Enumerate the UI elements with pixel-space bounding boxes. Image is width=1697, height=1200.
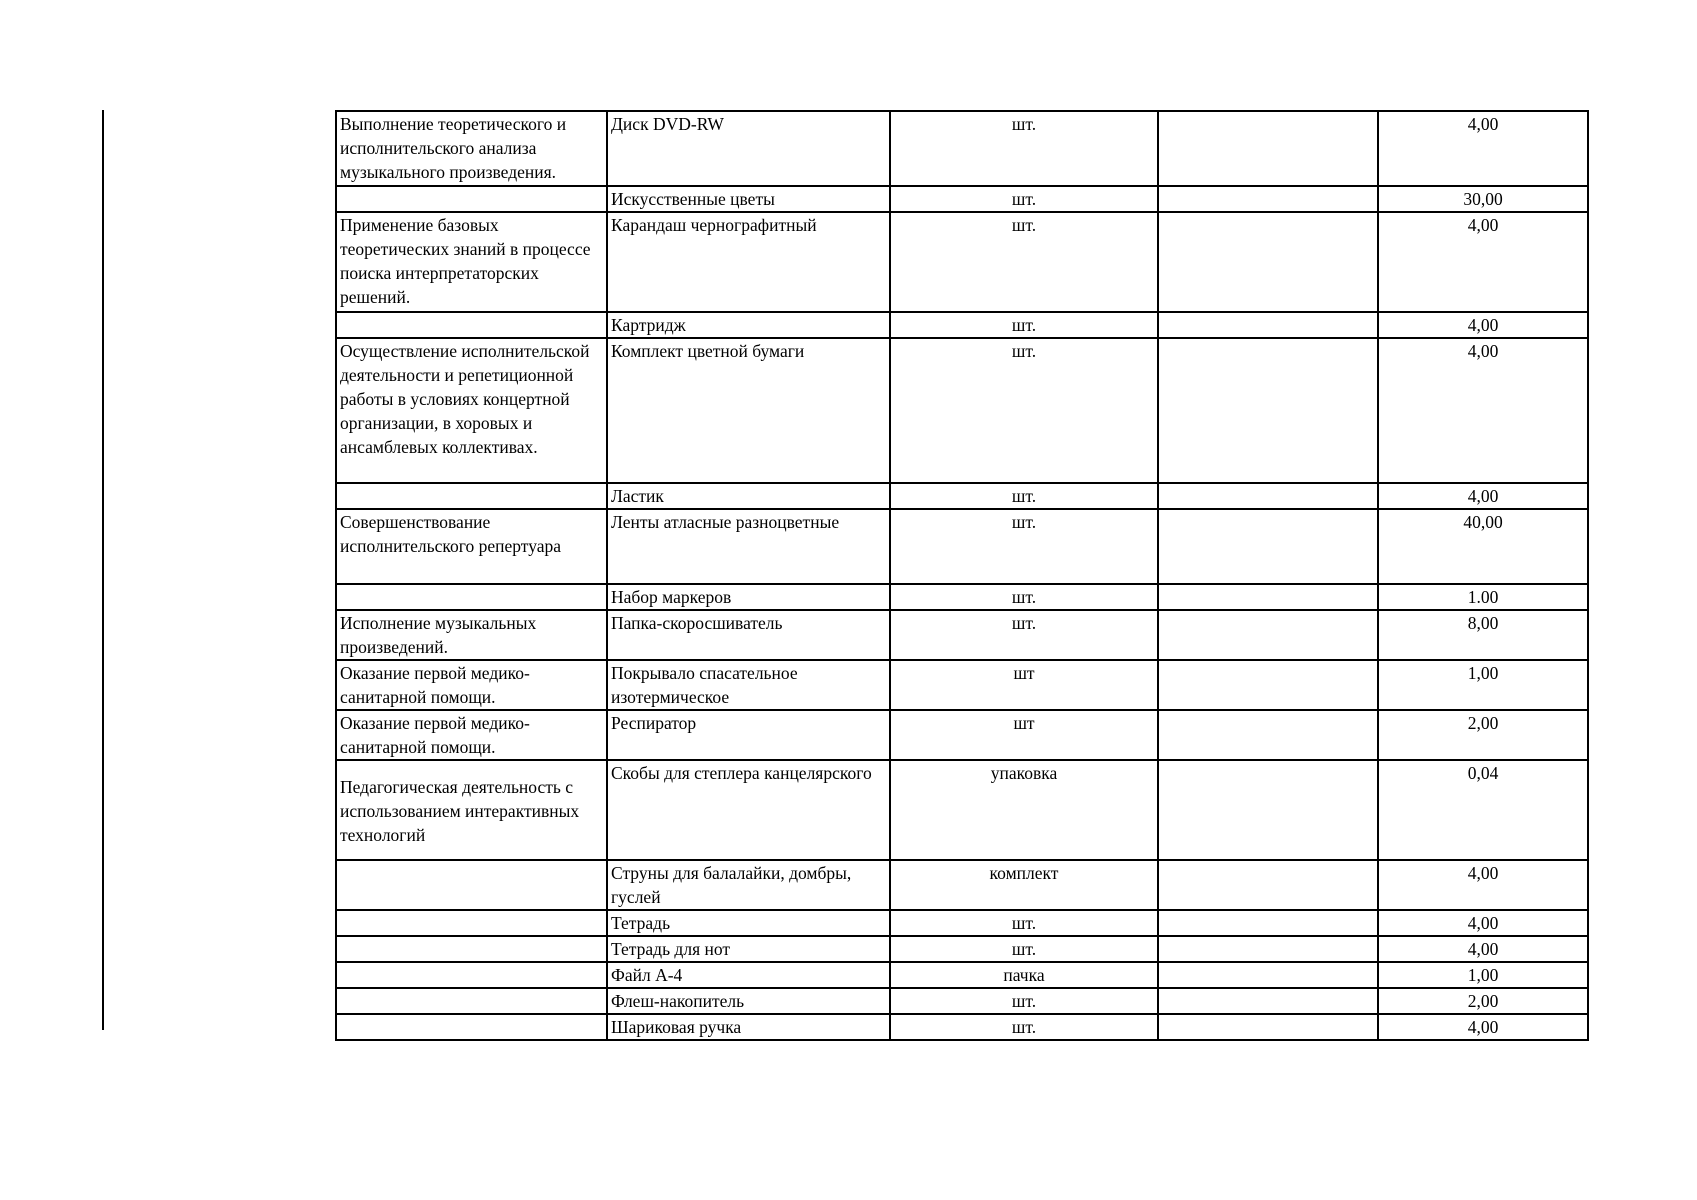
- empty-cell: [1158, 910, 1378, 936]
- quantity-cell: 30,00: [1378, 186, 1588, 212]
- item-cell: Тетрадь для нот: [607, 936, 890, 962]
- table-row: [336, 509, 1588, 584]
- activity-cell: Исполнение музыкальных произведений.: [336, 610, 607, 660]
- activity-cell: Применение базовых теоретических знаний в процессе поиска интерпретаторских решений.: [336, 212, 607, 312]
- empty-cell: [1158, 710, 1378, 760]
- item-cell: Искусственные цветы: [607, 186, 890, 212]
- quantity-cell: 1,00: [1378, 962, 1588, 988]
- empty-cell: [1158, 962, 1378, 988]
- unit-cell: шт.: [890, 212, 1158, 312]
- empty-cell: [1158, 338, 1378, 483]
- item-cell: Файл А-4: [607, 962, 890, 988]
- unit-cell: шт: [890, 710, 1158, 760]
- empty-cell: [1158, 584, 1378, 610]
- table-row: [336, 610, 1588, 660]
- activity-cell: [336, 483, 607, 509]
- item-cell: Карандаш чернографитный: [607, 212, 890, 312]
- item-cell: Папка-скоросшиватель: [607, 610, 890, 660]
- table-row: [336, 312, 1588, 338]
- quantity-cell: 40,00: [1378, 509, 1588, 584]
- unit-cell: шт.: [890, 483, 1158, 509]
- activity-cell: Педагогическая деятельность с использованием интерактивных технологий: [336, 760, 607, 860]
- empty-cell: [1158, 312, 1378, 338]
- unit-cell: шт.: [890, 509, 1158, 584]
- empty-cell: [1158, 111, 1378, 186]
- empty-cell: [1158, 860, 1378, 910]
- activity-cell: Оказание первой медико-санитарной помощи.: [336, 660, 607, 710]
- item-cell: Картридж: [607, 312, 890, 338]
- empty-cell: [1158, 1014, 1378, 1040]
- quantity-cell: 8,00: [1378, 610, 1588, 660]
- item-cell: Тетрадь: [607, 910, 890, 936]
- empty-cell: [1158, 483, 1378, 509]
- table-row: [336, 860, 1588, 910]
- empty-cell: [1158, 212, 1378, 312]
- item-cell: Респиратор: [607, 710, 890, 760]
- activity-cell: Оказание первой медико-санитарной помощи.: [336, 710, 607, 760]
- activity-cell: Осуществление исполнительской деятельности и репетиционной работы в условиях концертной организации, в хоровых и ансамблевых коллективах.: [336, 338, 607, 483]
- item-cell: Комплект цветной бумаги: [607, 338, 890, 483]
- activity-cell: [336, 860, 607, 910]
- quantity-cell: 4,00: [1378, 860, 1588, 910]
- empty-cell: [1158, 509, 1378, 584]
- table-row: [336, 988, 1588, 1014]
- quantity-cell: 1,00: [1378, 660, 1588, 710]
- table-row: [336, 584, 1588, 610]
- quantity-cell: 4,00: [1378, 212, 1588, 312]
- materials-table: [335, 110, 1589, 1041]
- table-row: [336, 186, 1588, 212]
- table-row: [336, 710, 1588, 760]
- activity-cell: [336, 584, 607, 610]
- table-row: [336, 338, 1588, 483]
- left-margin-rule: [102, 110, 104, 1030]
- activity-cell: [336, 988, 607, 1014]
- activity-cell: Совершенствование исполнительского репертуара: [336, 509, 607, 584]
- quantity-cell: 2,00: [1378, 988, 1588, 1014]
- unit-cell: пачка: [890, 962, 1158, 988]
- unit-cell: упаковка: [890, 760, 1158, 860]
- quantity-cell: 4,00: [1378, 1014, 1588, 1040]
- table-row: [336, 910, 1588, 936]
- item-cell: Шариковая ручка: [607, 1014, 890, 1040]
- unit-cell: комплект: [890, 860, 1158, 910]
- unit-cell: шт.: [890, 910, 1158, 936]
- quantity-cell: 4,00: [1378, 312, 1588, 338]
- table-row: [336, 1014, 1588, 1040]
- item-cell: Ластик: [607, 483, 890, 509]
- table-row: [336, 111, 1588, 186]
- activity-cell: [336, 312, 607, 338]
- activity-cell: [336, 962, 607, 988]
- unit-cell: шт.: [890, 988, 1158, 1014]
- quantity-cell: 0,04: [1378, 760, 1588, 860]
- activity-cell: [336, 910, 607, 936]
- item-cell: Струны для балалайки, домбры, гуслей: [607, 860, 890, 910]
- table-row: [336, 962, 1588, 988]
- table-row: [336, 212, 1588, 312]
- item-cell: Набор маркеров: [607, 584, 890, 610]
- activity-cell: [336, 186, 607, 212]
- item-cell: Флеш-накопитель: [607, 988, 890, 1014]
- empty-cell: [1158, 610, 1378, 660]
- quantity-cell: 4,00: [1378, 936, 1588, 962]
- quantity-cell: 4,00: [1378, 910, 1588, 936]
- quantity-cell: 2,00: [1378, 710, 1588, 760]
- item-cell: Диск DVD-RW: [607, 111, 890, 186]
- unit-cell: шт.: [890, 186, 1158, 212]
- unit-cell: шт.: [890, 1014, 1158, 1040]
- unit-cell: шт.: [890, 610, 1158, 660]
- table-row: [336, 760, 1588, 860]
- table-row: [336, 660, 1588, 710]
- item-cell: Скобы для степлера канцелярского: [607, 760, 890, 860]
- unit-cell: шт.: [890, 584, 1158, 610]
- item-cell: Ленты атласные разноцветные: [607, 509, 890, 584]
- quantity-cell: 4,00: [1378, 338, 1588, 483]
- activity-cell: [336, 1014, 607, 1040]
- activity-cell: Выполнение теоретического и исполнительского анализа музыкального произведения.: [336, 111, 607, 186]
- unit-cell: шт.: [890, 312, 1158, 338]
- unit-cell: шт: [890, 660, 1158, 710]
- unit-cell: шт.: [890, 338, 1158, 483]
- unit-cell: шт.: [890, 936, 1158, 962]
- quantity-cell: 4,00: [1378, 111, 1588, 186]
- activity-cell: [336, 936, 607, 962]
- quantity-cell: 4,00: [1378, 483, 1588, 509]
- table-row: [336, 936, 1588, 962]
- item-cell: Покрывало спасательное изотермическое: [607, 660, 890, 710]
- empty-cell: [1158, 936, 1378, 962]
- empty-cell: [1158, 186, 1378, 212]
- table-row: [336, 483, 1588, 509]
- empty-cell: [1158, 988, 1378, 1014]
- unit-cell: шт.: [890, 111, 1158, 186]
- empty-cell: [1158, 660, 1378, 710]
- empty-cell: [1158, 760, 1378, 860]
- quantity-cell: 1.00: [1378, 584, 1588, 610]
